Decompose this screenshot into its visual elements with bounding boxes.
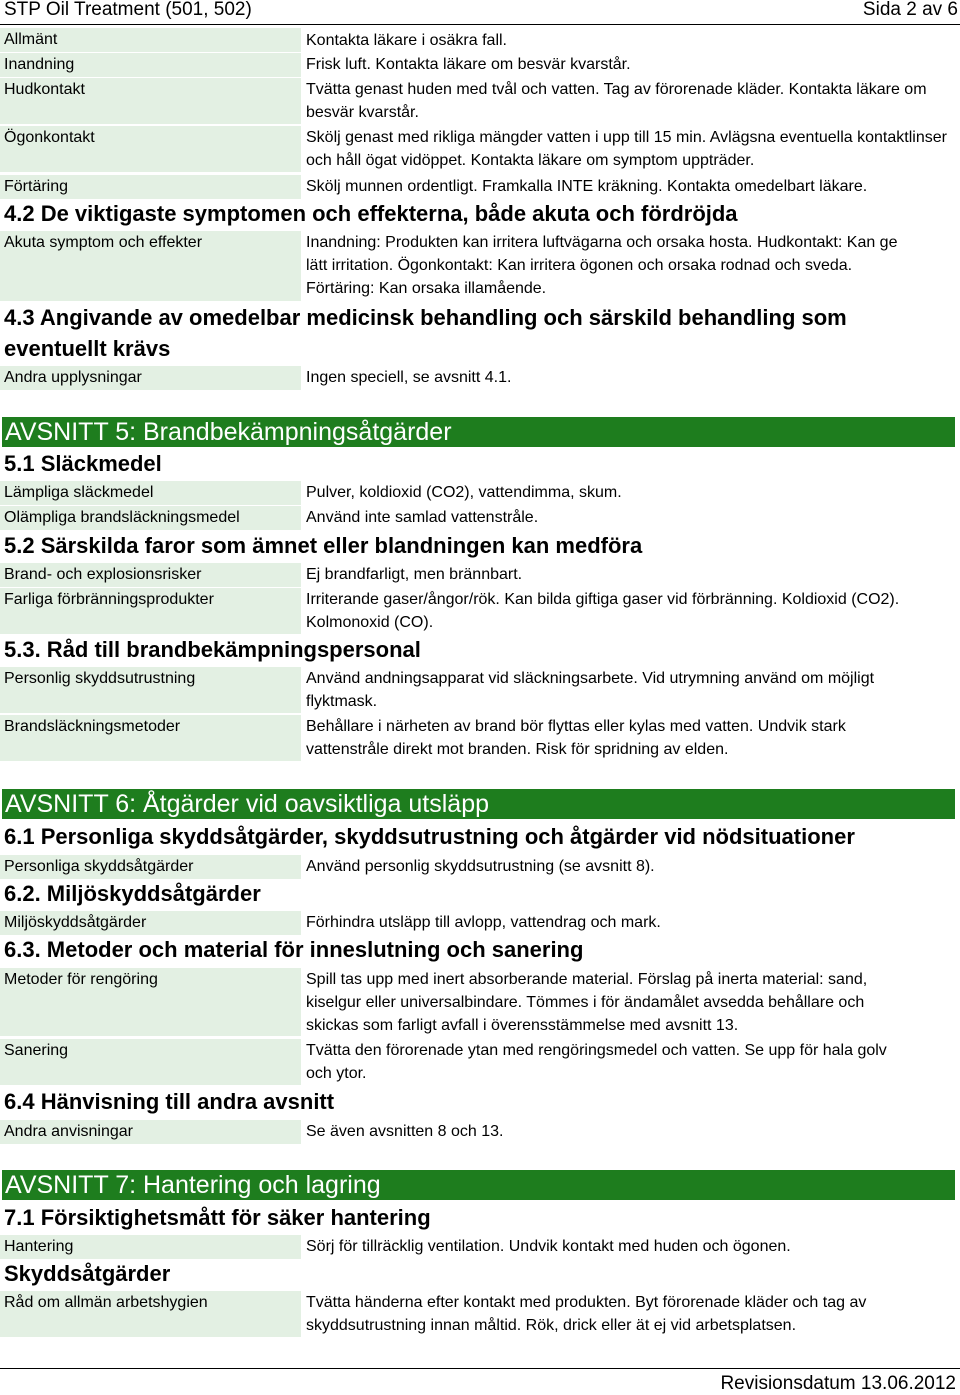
row-label: Personlig skyddsutrustning [0, 667, 301, 713]
section-header: AVSNITT 6: Åtgärder vid oavsiktliga utsläpp [2, 789, 955, 819]
row-label: Miljöskyddsåtgärder [0, 911, 301, 935]
footer-divider [0, 1368, 960, 1369]
subsection-heading: 5.3. Råd till brandbekämpningspersonal [4, 637, 421, 662]
subsection-heading: 6.4 Hänvisning till andra avsnitt [4, 1089, 335, 1114]
row-value: Använd andningsapparat vid släckningsarbete. Vid utrymning använd om möjligt flyktmask. [306, 670, 875, 710]
row-label: Förtäring [0, 175, 301, 199]
row-value: Pulver, koldioxid (CO2), vattendimma, skum. [306, 484, 622, 501]
subsection-heading: 6.1 Personliga skyddsåtgärder, skyddsutrustning och åtgärder vid nödsituationer [4, 824, 855, 849]
section-header: AVSNITT 5: Brandbekämpningsåtgärder [2, 417, 955, 447]
row-label: Metoder för rengöring [0, 968, 301, 1036]
section-header: AVSNITT 7: Hantering och lagring [2, 1170, 955, 1200]
row-label: Akuta symptom och effekter [0, 231, 301, 301]
page-number: Sida 2 av 6 [862, 0, 958, 20]
row-value: Tvätta händerna efter kontakt med produkten. Byt förorenade kläder och tag av skyddsutrustning innan måltid. Rök, drick eller ät ej vid arbetsplatsen. [306, 1294, 867, 1334]
header-divider [0, 24, 960, 25]
row-value: Irriterande gaser/ångor/rök. Kan bilda giftiga gaser vid förbränning. Koldioxid (CO2). Kolmonoxid (CO). [306, 591, 900, 631]
row-label: Olämpliga brandsläckningsmedel [0, 506, 301, 530]
row-label: Brandsläckningsmetoder [0, 715, 301, 761]
row-value: Förhindra utsläpp till avlopp, vattendrag och mark. [306, 914, 661, 931]
row-value: Tvätta genast huden med tvål och vatten. Tag av förorenade kläder. Kontakta läkare om besvär kvarstår. [306, 81, 927, 121]
row-value: Ingen speciell, se avsnitt 4.1. [306, 369, 512, 386]
row-value: Se även avsnitten 8 och 13. [306, 1123, 504, 1140]
row-value: Frisk luft. Kontakta läkare om besvär kvarstår. [306, 56, 631, 73]
row-label: Andra upplysningar [0, 366, 301, 390]
row-value: Spill tas upp med inert absorberande material. Förslag på inerta material: sand, kiselgur eller universalbindare. Tömmes i för ändamålet avsedda behållare och skickas som farligt avfall i överensstämmelse med avsnitt 13. [306, 971, 868, 1034]
row-value: Inandning: Produkten kan irritera luftvägarna och orsaka hosta. Hudkontakt: Kan ge lätt irritation. Ögonkontakt: Kan irritera ögonen och orsaka rodnad och sveda. Förtäring: Kan orsaka illamående. [306, 234, 898, 297]
document-title: STP Oil Treatment (501, 502) [4, 0, 252, 20]
row-value: Behållare i närheten av brand bör flyttas eller kylas med vatten. Undvik stark vattenstråle direkt mot branden. Risk för spridning av elden. [306, 718, 846, 758]
row-value: Använd inte samlad vattenstråle. [306, 509, 539, 526]
subsection-heading: 4.2 De viktigaste symptomen och effekterna, både akuta och fördröjda [4, 201, 738, 226]
row-label: Inandning [0, 53, 301, 77]
row-label: Brand- och explosionsrisker [0, 563, 301, 587]
row-label: Ögonkontakt [0, 126, 301, 172]
subsection-heading: 4.3 Angivande av omedelbar medicinsk behandling och särskild behandling som eventuellt krävs [4, 305, 847, 361]
subsection-heading: 7.1 Försiktighetsmått för säker hantering [4, 1205, 431, 1230]
row-value: Kontakta läkare i osäkra fall. [306, 32, 507, 49]
row-label: Sanering [0, 1039, 301, 1085]
row-value: Använd personlig skyddsutrustning (se avsnitt 8). [306, 858, 655, 875]
row-label: Lämpliga släckmedel [0, 481, 301, 505]
row-value: Skölj genast med rikliga mängder vatten i upp till 15 min. Avlägsna eventuella kontaktlinser och håll ögat vidöppet. Kontakta läkare om symptom uppträder. [306, 129, 947, 169]
subsection-heading: 6.3. Metoder och material för inneslutning och sanering [4, 937, 584, 962]
row-label: Råd om allmän arbetshygien [0, 1291, 301, 1337]
row-label: Hantering [0, 1235, 301, 1259]
row-label: Hudkontakt [0, 78, 301, 124]
subsection-heading: 6.2. Miljöskyddsåtgärder [4, 881, 261, 906]
revision-date: Revisionsdatum 13.06.2012 [720, 1373, 956, 1394]
row-value: Sörj för tillräcklig ventilation. Undvik kontakt med huden och ögonen. [306, 1238, 791, 1255]
row-label: Allmänt [0, 28, 301, 52]
row-value: Ej brandfarligt, men brännbart. [306, 566, 523, 583]
row-value: Tvätta den förorenade ytan med rengöringsmedel och vatten. Se upp för hala golv och ytor. [306, 1042, 887, 1082]
row-label: Personliga skyddsåtgärder [0, 855, 301, 879]
row-label: Andra anvisningar [0, 1120, 301, 1144]
subsection-heading: 5.1 Släckmedel [4, 451, 162, 476]
row-label: Farliga förbränningsprodukter [0, 588, 301, 634]
subsection-heading: Skyddsåtgärder [4, 1261, 171, 1286]
row-value: Skölj munnen ordentligt. Framkalla INTE kräkning. Kontakta omedelbart läkare. [306, 178, 868, 195]
subsection-heading: 5.2 Särskilda faror som ämnet eller blandningen kan medföra [4, 533, 643, 558]
